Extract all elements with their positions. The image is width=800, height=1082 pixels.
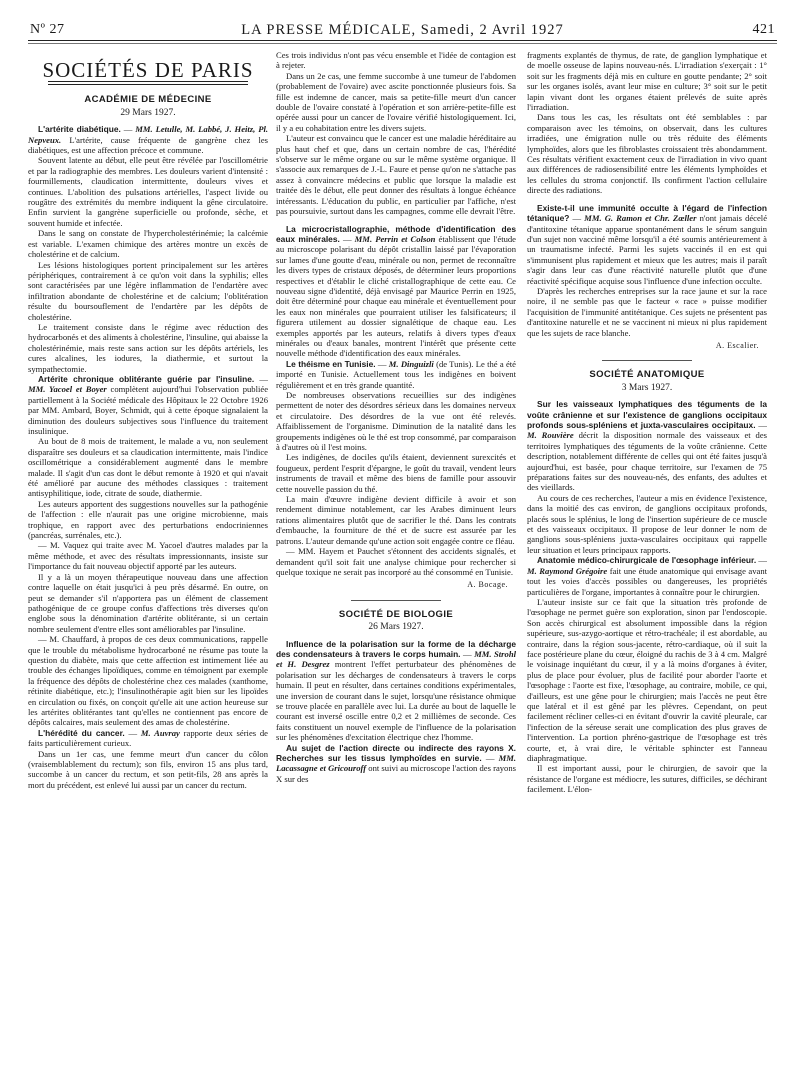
article-heading: L'artérite diabétique. [38, 124, 121, 135]
article-authors: M. Dinguizli [388, 358, 434, 369]
article-paragraph: Sur les vaisseaux lymphatiques des téguments de la voûte crânienne et sur l'existence de ganglions occipitaux profonds sous-spléniens et juxta-vasculaires occipitaux. — M. Rouvière décrit la disposition normale des vaisseaux et des territoires lymphatiques des téguments de la voûte crânienne. Cette description, notablement différente de celles qui ont été faites jusqu'à aujourd'hui, est basée, pour chaque territoire, sur l'examen de 75 préparations faites sur des nouveau-nés, des enfants, des adultes et des vieillards. [527, 399, 767, 493]
signature: A. Bocage. [467, 580, 508, 590]
article-paragraph: Ces trois individus n'ont pas vécu ensemble et l'idée de contagion est à rejeter. [276, 50, 516, 71]
article-paragraph: L'auteur insiste sur ce fait que la situation très profonde de l'œsophage ne permet guère son exploration, sinon par l'endoscopie. Son accès chirurgical est absolument impossible dans la région supérieure, sus-azygo-aortique et rétro-trachéale; il est abordable, au contraire, dans la région sous-jacente, rétro-cardiaque, où il suit la face postérieure plane du cœur, éloigné du rachis de 3 à 4 cm. Malgré le voisinage inquiétant du cœur, il y a là moins d'organes à éviter, plus de place pour évoluer, plus de facilité pour aborder l'aorte et l'œsophage : l'aorte est fixe, l'œsophage, au contraire, mobile, ce qui, d'ailleurs, est une gêne pour le chirurgien; mais l'accès ne peut être que latéral et il est gêné par les plèvres. Cependant, on peut facilement récliner celles-ci en évitant d'ouvrir la cavité pleurale, car l'infection de la séreuse serait une complication des plus graves de l'intervention. La portion phréno-gastrique de l'œsophage est très courte, et, à vrai dire, le véritable sphincter est l'anneau diaphragmatique. [527, 596, 767, 763]
article-paragraph: Au sujet de l'action directe ou indirecte des rayons X. Recherches sur les tissus lymphoïdes en survie. — MM. Lacassagne et Gricouroff ont suivi au microscope l'action des rayons X sur des [276, 742, 516, 784]
article-paragraph: fragments explantés de thymus, de rate, de ganglion lymphatique et de moelle osseuse de lapins nouveau-nés. L'irradiation s'exerçait : 1° soit sur les fragments déjà mis en culture en goutte pendante; 2° soit sur les organes isolés, avant leur mise en culture; 3° soit sur le petit lapin vivant dont les organes étaient prélevés de suite après l'irradiation. [527, 50, 767, 113]
article-paragraph: Les auteurs apportent des suggestions nouvelles sur la pathogénie de l'affection : elle n'aurait pas une origine microbienne, mais trophique, en rapport avec des perturbations endocriniennes (pancréas, surrénales, etc.). [28, 498, 268, 541]
article-paragraph: Le théisme en Tunisie. — M. Dinguizli (de Tunis). Le thé a été importé en Tunisie. Actuellement tous les indigènes en boivent régulièrement et en très grande quantité. [276, 358, 516, 390]
column-2 [276, 50, 516, 1070]
article-paragraph: L'hérédité du cancer. — M. Auvray rapporte deux séries de faits particulièrement curieux. [28, 727, 268, 749]
article-paragraph: Au bout de 8 mois de traitement, le malade a vu, non seulement disparaître ses douleurs et sa claudication intermittente, mais l'indice oscillométrique a considérablement augmenté dans le membre malade. Il s'agit d'un cas dont le début remonte à 1920 et qui n'avait été amélioré par aucune des méthodes classiques : traitement antisyphilitique, iode, citrate de soude, diathermie. [28, 436, 268, 499]
journal-title: LA PRESSE MÉDICALE, Samedi, 2 Avril 1927 [241, 22, 564, 38]
title-double-rule [48, 81, 248, 85]
article-authors: MM. Perrin et Colson [354, 233, 436, 244]
page-header [30, 22, 775, 40]
article-heading: Influence de la polarisation sur la forme de la décharge des condensateurs à travers le corps humain. [276, 638, 516, 659]
article-paragraph: Existe-t-il une immunité occulte à l'égard de l'infection tétanique? — MM. G. Ramon et Chr. Zœller n'ont jamais décelé d'antitoxine tétanique apparue spontanément dans le sérum sanguin d'un sujet non vacciné même lorsqu'il a été soumis antérieurement à un traumatisme infecté. Parmi les sujets vaccinés il en est qui s'immunisent plus rapidement et mieux que les autres; mais il paraît s'agir dans leur cas d'une réactivité naturelle plutôt que d'une réactivité spécifique acquise sous l'influence d'une infection occulte. [527, 202, 767, 286]
article-authors: MM. Lacassagne et Gricouroff [276, 753, 516, 774]
article-heading: Au sujet de l'action directe ou indirecte des rayons X. Recherches sur les tissus lymphoïdes en survie. [276, 742, 516, 763]
article-paragraph: Souvent latente au début, elle peut être révélée par l'oscillométrie et par la radiographie des membres. Les douleurs varient d'intensité : fourmillements, claudication intermittente, douleurs vives et continues. L'abolition des pulsations artérielles, l'aspect livide ou rougâtre des extrémités du membre indiquent la gêne circulatoire. Enfin survient la gangrène superficielle ou profonde, sèche, et souvent humide et infectée. [28, 155, 268, 228]
article-paragraph: Il est important aussi, pour le chirurgien, de savoir que la résistance de l'organe est médiocre, les sutures, difficiles, se déchirant facilement. L'élon- [527, 763, 767, 795]
article-authors: M. Raymond Grégoire [527, 565, 608, 576]
article-heading: L'hérédité du cancer. [38, 727, 125, 738]
societies-title: SOCIÉTÉS DE PARIS [42, 58, 254, 82]
article-paragraph: Artérite chronique oblitérante guérie par l'insuline. — MM. Yacoel et Boyer complètent aujourd'hui l'observation publiée partiellement à la Société médicale des Hôpitaux le 22 Octobre 1926 par MM. Ambard, Boyer, Schmidt, qui à cette époque signalaient la diminution des douleurs subjectives sous l'influence du traitement insulinique. [28, 373, 268, 436]
article-paragraph: De nombreuses observations recueillies sur des indigènes permettent de noter des désordres sérieux dans les domaines nerveux et circulatoire. Des désordres de la vue ont été relevés. Affaiblissement de l'organisme. Diminution de la natalité dans les groupements indigènes où le thé est trop consommé, par comparaison à d'autres où il l'est moins. [276, 390, 516, 453]
article-paragraph: La main d'œuvre indigène devient difficile à avoir et son rendement diminue notablement, car les Arabes diminuent leurs rations alimentaires plutôt que de sacrifier le thé. Dans les contrats d'embauche, la fourniture de thé et de sucre est assurée par les patrons. L'auteur demande qu'une action soit engagée contre ce fléau. [276, 494, 516, 546]
issue-number: Nº 27 [30, 22, 65, 37]
section-separator [602, 360, 692, 361]
section-heading-biologie: SOCIÉTÉ DE BIOLOGIE [338, 608, 454, 620]
article-paragraph: Dans un 1er cas, une femme meurt d'un cancer du côlon (vraisemblablement du rectum); son fils, environ 15 ans plus tard, succombe à un cancer du rectum, et son petit-fils, 28 ans après la mort du précédent, est enlevé lui aussi par un cancer du rectum. [28, 748, 268, 790]
article-heading: La microcristallographie, méthode d'identification des eaux minérales. [276, 223, 516, 244]
article-authors: M. Auvray [140, 727, 180, 738]
article-heading: Existe-t-il une immunité occulte à l'égard de l'infection tétanique? [527, 202, 767, 224]
article-paragraph: La microcristallographie, méthode d'identification des eaux minérales. — MM. Perrin et Colson établissent que l'étude au microscope polarisant du dépôt cristallin laissé par l'évaporation sur lames d'une goutte d'eau, minérale ou non, permet de reconnaître les divers types de cristaux déposés, de déterminer leurs proportions respectives et d'établir le cliché cristallographique de cette eau. Ce nouveau signe d'identité, déjà envisagé par Maurice Perrin en 1925, doit être déterminé pour chaque eau minérale et éventuellement pour les eaux non minérales que pourraient utiliser les falsificateurs; il figurera utilement au dossier signalétique de chaque eau. Les exemples apportés par les auteurs, relatifs à divers types d'eaux minérales ou d'eaux banales, montrent l'intérêt que présente cette nouvelle méthode d'identification des eaux minérales. [276, 223, 516, 359]
article-paragraph: Il y a là un moyen thérapeutique nouveau dans une affection contre laquelle on était jusqu'ici à peu près désarmé. En outre, on peut se demander s'il n'apportera pas un élément de classement pathogénique de ce groupe confus d'affections très diverses qu'on englobe sous la dénomination d'artérite oblitérante, si un certain nombre seulement d'entre elles sont améliorables par l'insuline. [28, 571, 268, 634]
section-separator [351, 600, 441, 601]
article-authors: MM. Strohl et H. Desgrez [276, 648, 516, 670]
header-rule-secondary [28, 43, 777, 44]
section-heading-academie: ACADÉMIE DE MÉDECINE [84, 94, 212, 106]
page-number: 421 [752, 22, 775, 37]
article-paragraph: Dans le sang on constate de l'hypercholestérinémie; la calcémie est variable. L'examen chimique des artères montre un excès de cholestérine et de calcium. [28, 228, 268, 260]
article-paragraph: — MM. Hayem et Pauchet s'étonnent des accidents signalés, et demandent qu'il soit fait une analyse chimique pour rechercher si quelque toxique ne serait pas incorporé au thé consommé en Tunisie. [276, 546, 516, 577]
article-heading: Le théisme en Tunisie. [286, 358, 376, 369]
article-paragraph: L'auteur est convaincu que le cancer est une maladie héréditaire au plus haut chef et que, dans un certain nombre de cas, l'hérédité s'observe sur le même organe ou sur le même système organique. Il s'associe aux remarques de J.-L. Faure et pense qu'on ne s'attache pas assez à convaincre médecins et public que lorsque la maladie est traitée dès le début, elle peut donner des résultats à longue échéance intéressants. L'éducation du public, en particulier par l'affiche, n'est pas poursuivie, surtout dans les campagnes, comme elle devrait l'être. [276, 133, 516, 217]
article-paragraph: Influence de la polarisation sur la forme de la décharge des condensateurs à travers le corps humain. — MM. Strohl et H. Desgrez montrent l'effet perturbateur des phénomènes de polarisation sur les décharges de condensateurs à travers le corps humain. Il peut en résulter, dans certaines conditions expérimentales, une inversion de courant dans le sujet, lorsqu'une résistance ohmique se trouve placée en parallèle avec lui. La durée au bout de laquelle le courant est inversé oscille entre 0,2 et 2 millièmes de seconde. Ces faits constituent un nouvel exemple de l'influence de la polarisation sur les phénomènes d'excitation électrique chez l'homme. [276, 638, 516, 743]
article-paragraph: D'après les recherches entreprises sur la race jaune et sur la race noire, il ne semble pas que le facteur « race » puisse modifier l'acquisition de l'immunité antitétanique. Ces sujets ne présentent pas d'antitoxine naturelle et ne se vaccinent ni mieux ni plus rapidement que les sujets de race blanche. [527, 285, 767, 338]
session-date: 26 Mars 1927. [368, 622, 424, 633]
session-date: 29 Mars 1927. [120, 107, 176, 118]
article-paragraph: — M. Vaquez qui traite avec M. Yacoel d'autres malades par la même méthode, et avec des résultats impressionnants, insiste sur l'importance du fait nouveau objectif apporté par les auteurs. [28, 540, 268, 572]
column-1 [28, 50, 268, 1070]
article-paragraph: Dans tous les cas, les résultats ont été semblables : par comparaison avec les témoins, on observait, dans les cultures irradiées, une émigration nulle ou très réduite des éléments lymphoïdes, alors que les fibroblastes croissaient très abondamment. Ces résultats vérifient exactement ceux de l'irradiation in vivo quant aux différences de radiosensibilité entre les éléments lymphoïdes et les cellules du stroma conjonctif. Ils confirment l'action cellulaire directe des radiations. [527, 112, 767, 196]
article-authors: MM. G. Ramon et Chr. Zœller [584, 213, 697, 224]
article-paragraph: Anatomie médico-chirurgicale de l'œsophage inférieur. — M. Raymond Grégoire fait une étude anatomique qui envisage avant tout les voies d'accès possibles ou dangereuses, les propriétés particulières de l'organe, importantes à connaître pour le chirurgien. [527, 555, 767, 597]
article-paragraph: Les indigènes, de dociles qu'ils étaient, deviennent surexcités et fougueux, perdent l'esprit d'épargne, le goût du travail, vendent leurs instruments de travail et même des biens de famille pour assouvir cette nouvelle passion du thé. [276, 452, 516, 494]
header-rule [28, 40, 777, 41]
section-heading-anatomique: SOCIÉTÉ ANATOMIQUE [589, 369, 705, 381]
article-heading: Anatomie médico-chirurgicale de l'œsophage inférieur. [537, 555, 757, 566]
session-date: 3 Mars 1927. [621, 382, 673, 393]
article-heading: Artérite chronique oblitérante guérie par l'insuline. [38, 373, 255, 384]
article-paragraph: Au cours de ces recherches, l'auteur a mis en évidence l'existence, dans la moitié des cas environ, de ganglions occipitaux profonds, placés sous le splénius, le long de l'insertion supérieure de ce muscle et des vaisseaux occipitaux. Il propose de leur donner le nom de ganglions sous-spléniens juxta-vasculaires occipitaux qui rappelle leur situation et leurs principaux rapports. [527, 492, 767, 555]
column-3 [527, 50, 767, 1070]
article-paragraph: L'artérite diabétique. — MM. Letulle, M. Labbé, J. Heitz, Pl. Nepveux. L'artérite, cause fréquente de gangrène chez les diabétiques, est une affection précoce et commune. [28, 124, 268, 156]
article-heading: Sur les vaisseaux lymphatiques des téguments de la voûte crânienne et sur l'existence de ganglions occipitaux profonds sous-spléniens et juxta-vasculaires occipitaux. [527, 399, 767, 430]
article-paragraph: — M. Chauffard, à propos de ces deux communications, rappelle que le trouble du métabolisme hydrocarboné ne résume pas toute la question du diabète, mais que cette affection est intimement liée au trouble des échanges lipoïdiques, comme en témoignent par exemple la fréquence des dépôts de cholestérine chez ces malades (xanthome, rétinite diabétique, etc.); l'insulinothérapie agit bien sur les lipoïdes en circulation ou fixés, on conçoit qu'elle ait une action heureuse sur les artérites oblitérantes tant qu'elles ne contiennent pas encore de dépôts calcaires, mais seulement des amas de cholestérine. [28, 634, 268, 728]
article-authors: M. Rouvière [527, 430, 574, 441]
article-authors: MM. Letulle, M. Labbé, J. Heitz, Pl. Nepveux. [28, 124, 268, 145]
article-paragraph: Dans un 2e cas, une femme succombe à une tumeur de l'abdomen (probablement de l'ovaire) avec ascite ponctionnée plusieurs fois. Sa fille est indemne de cancer, mais sa petite-fille meurt d'un cancer double de l'ovaire constaté à l'opération et son arrière-petite-fille est opérée aussi pour un cancer de l'ovaire vérifié histologiquement. Ici, il y a eu cohabitation entre les divers sujets. [276, 70, 516, 133]
article-paragraph: Le traitement consiste dans le régime avec réduction des hydrocarbonés et des aliments à cholestérine, l'insuline, qui abaisse la cholestérinémie, mais reste sans action sur les dépôts artériels, les cures alcalines, les iodures, la diathermie, et surtout la sympathectomie. [28, 321, 268, 374]
article-paragraph: Les lésions histologiques portent principalement sur les artères périphériques, contrairement à ce qu'on voit dans la syphilis; elles sont caractérisées par une légère inflammation de l'endartère avec infiltration abondante de cholestérine et de calcium; l'oblitération résulte du boursouflement de l'endartère par les dépôts de cholestérine. [28, 259, 268, 322]
signature: A. Escalier. [715, 340, 759, 350]
article-authors: MM. Yacoel et Boyer [28, 384, 107, 395]
